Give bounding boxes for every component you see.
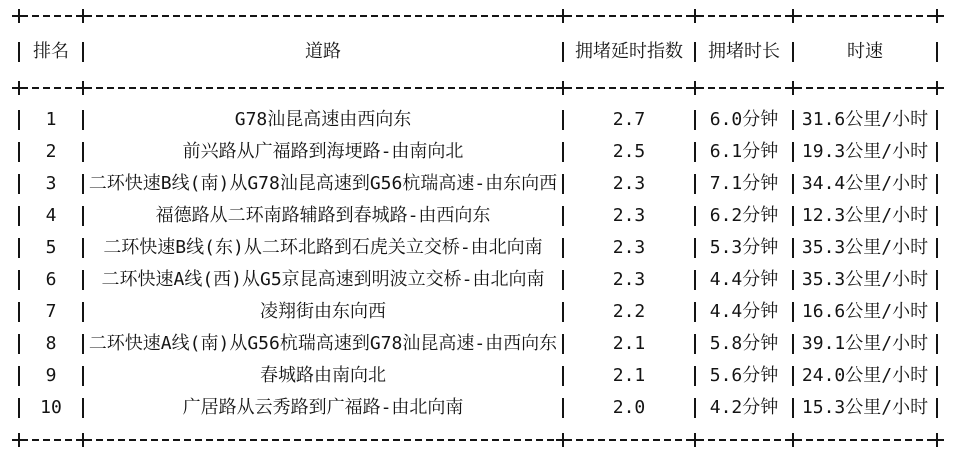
column-separator (562, 104, 564, 136)
speed-cell: 12.3公里/小时 (801, 205, 929, 226)
col-header-speed: 时速 (847, 41, 883, 62)
column-separator (18, 32, 20, 72)
road-cell: 凌翔街由东向西 (260, 301, 386, 322)
column-separator (936, 296, 938, 328)
duration-cell: 5.6分钟 (709, 365, 779, 386)
delay-index-cell: 2.3 (612, 269, 646, 290)
column-separator (792, 232, 794, 264)
rank-cell: 7 (45, 301, 57, 322)
rank-cell: 1 (45, 109, 57, 130)
column-separator (694, 200, 696, 232)
duration-cell: 6.2分钟 (709, 205, 779, 226)
table-row (18, 200, 938, 232)
delay-index-cell: 2.0 (612, 397, 646, 418)
column-separator (18, 104, 20, 136)
column-separator (562, 328, 564, 360)
border-dash-segment (564, 0, 694, 32)
delay-index-cell: 2.7 (612, 109, 646, 130)
column-separator (792, 168, 794, 200)
delay-index-cell: 2.1 (612, 365, 646, 386)
road-cell: 二环快速A线(南)从G56杭瑞高速到G78汕昆高速-由西向东 (88, 333, 558, 354)
border-cross-icon (936, 0, 938, 32)
rank-cell: 2 (45, 141, 57, 162)
column-separator (18, 200, 20, 232)
speed-cell: 24.0公里/小时 (801, 365, 929, 386)
column-separator (18, 264, 20, 296)
duration-cell: 6.1分钟 (709, 141, 779, 162)
delay-index-cell: 2.3 (612, 237, 646, 258)
border-dash-segment (794, 424, 936, 456)
delay-index-cell: 2.5 (612, 141, 646, 162)
column-separator (18, 232, 20, 264)
column-separator (694, 360, 696, 392)
column-separator (562, 168, 564, 200)
column-separator (936, 168, 938, 200)
column-separator (694, 104, 696, 136)
road-cell: G78汕昆高速由西向东 (234, 109, 412, 130)
column-separator (694, 136, 696, 168)
column-separator (82, 104, 84, 136)
column-separator (82, 200, 84, 232)
table-row (18, 168, 938, 200)
column-separator (18, 296, 20, 328)
column-separator (792, 104, 794, 136)
col-header-rank: 排名 (33, 41, 69, 62)
column-separator (82, 296, 84, 328)
column-separator (792, 32, 794, 72)
border-dash-segment (794, 72, 936, 104)
rank-cell: 8 (45, 333, 57, 354)
border-dash-segment (84, 72, 562, 104)
column-separator (694, 232, 696, 264)
column-separator (792, 360, 794, 392)
column-separator (18, 360, 20, 392)
column-separator (792, 328, 794, 360)
column-separator (18, 328, 20, 360)
delay-index-cell: 2.3 (612, 173, 646, 194)
table-bottom-border (18, 424, 938, 456)
column-separator (18, 392, 20, 424)
road-cell: 二环快速B线(南)从G78汕昆高速到G56杭瑞高速-由东向西 (88, 173, 558, 194)
rank-cell: 6 (45, 269, 57, 290)
column-separator (562, 136, 564, 168)
column-separator (82, 392, 84, 424)
border-cross-icon (936, 424, 938, 456)
column-separator (82, 168, 84, 200)
column-separator (562, 232, 564, 264)
rank-cell: 3 (45, 173, 57, 194)
table-row (18, 328, 938, 360)
duration-cell: 4.4分钟 (709, 269, 779, 290)
column-separator (562, 296, 564, 328)
border-dash-segment (20, 0, 82, 32)
delay-index-cell: 2.3 (612, 205, 646, 226)
road-cell: 福德路从二环南路辅路到春城路-由西向东 (155, 205, 491, 226)
column-separator (82, 136, 84, 168)
speed-cell: 34.4公里/小时 (801, 173, 929, 194)
table-header-border (18, 72, 938, 104)
rank-cell: 10 (40, 397, 62, 418)
column-separator (82, 328, 84, 360)
border-dash-segment (794, 0, 936, 32)
speed-cell: 16.6公里/小时 (801, 301, 929, 322)
column-separator (936, 104, 938, 136)
column-separator (936, 232, 938, 264)
delay-index-cell: 2.2 (612, 301, 646, 322)
column-separator (694, 168, 696, 200)
road-cell: 前兴路从广福路到海埂路-由南向北 (182, 141, 464, 162)
border-cross-icon (936, 72, 938, 104)
speed-cell: 19.3公里/小时 (801, 141, 929, 162)
speed-cell: 15.3公里/小时 (801, 397, 929, 418)
column-separator (82, 32, 84, 72)
border-dash-segment (696, 424, 792, 456)
border-dash-segment (696, 72, 792, 104)
column-separator (694, 296, 696, 328)
rank-cell: 9 (45, 365, 57, 386)
duration-cell: 5.8分钟 (709, 333, 779, 354)
speed-cell: 31.6公里/小时 (801, 109, 929, 130)
border-dash-segment (84, 0, 562, 32)
column-separator (82, 232, 84, 264)
duration-cell: 6.0分钟 (709, 109, 779, 130)
column-separator (936, 200, 938, 232)
speed-cell: 35.3公里/小时 (801, 269, 929, 290)
border-dash-segment (84, 424, 562, 456)
rank-cell: 5 (45, 237, 57, 258)
column-separator (792, 392, 794, 424)
speed-cell: 35.3公里/小时 (801, 237, 929, 258)
column-separator (792, 264, 794, 296)
speed-cell: 39.1公里/小时 (801, 333, 929, 354)
duration-cell: 4.4分钟 (709, 301, 779, 322)
col-header-delay-index: 拥堵延时指数 (575, 41, 683, 62)
column-separator (82, 360, 84, 392)
column-separator (936, 328, 938, 360)
rank-cell: 4 (45, 205, 57, 226)
column-separator (694, 32, 696, 72)
column-separator (562, 392, 564, 424)
road-cell: 二环快速A线(西)从G5京昆高速到明波立交桥-由北向南 (101, 269, 545, 290)
column-separator (936, 264, 938, 296)
column-separator (18, 136, 20, 168)
col-header-duration: 拥堵时长 (708, 41, 780, 62)
column-separator (18, 168, 20, 200)
table-top-border (18, 0, 938, 32)
road-cell: 二环快速B线(东)从二环北路到石虎关立交桥-由北向南 (103, 237, 543, 258)
column-separator (562, 200, 564, 232)
column-separator (936, 136, 938, 168)
table-row (18, 296, 938, 328)
table-row (18, 136, 938, 168)
border-dash-segment (696, 0, 792, 32)
column-separator (694, 264, 696, 296)
col-header-road: 道路 (305, 41, 341, 62)
table-row (18, 392, 938, 424)
column-separator (694, 392, 696, 424)
table-header-row (18, 32, 938, 72)
column-separator (792, 200, 794, 232)
duration-cell: 4.2分钟 (709, 397, 779, 418)
column-separator (792, 296, 794, 328)
column-separator (694, 328, 696, 360)
table-row (18, 264, 938, 296)
border-dash-segment (564, 72, 694, 104)
border-dash-segment (20, 72, 82, 104)
column-separator (562, 264, 564, 296)
column-separator (936, 360, 938, 392)
duration-cell: 7.1分钟 (709, 173, 779, 194)
column-separator (82, 264, 84, 296)
column-separator (936, 392, 938, 424)
table-row (18, 360, 938, 392)
column-separator (562, 32, 564, 72)
duration-cell: 5.3分钟 (709, 237, 779, 258)
table-row (18, 104, 938, 136)
road-cell: 广居路从云秀路到广福路-由北向南 (182, 397, 464, 418)
table-row (18, 232, 938, 264)
delay-index-cell: 2.1 (612, 333, 646, 354)
column-separator (562, 360, 564, 392)
traffic-congestion-rank-table (18, 0, 938, 456)
border-dash-segment (20, 424, 82, 456)
border-dash-segment (564, 424, 694, 456)
road-cell: 春城路由南向北 (260, 365, 386, 386)
column-separator (792, 136, 794, 168)
column-separator (936, 32, 938, 72)
